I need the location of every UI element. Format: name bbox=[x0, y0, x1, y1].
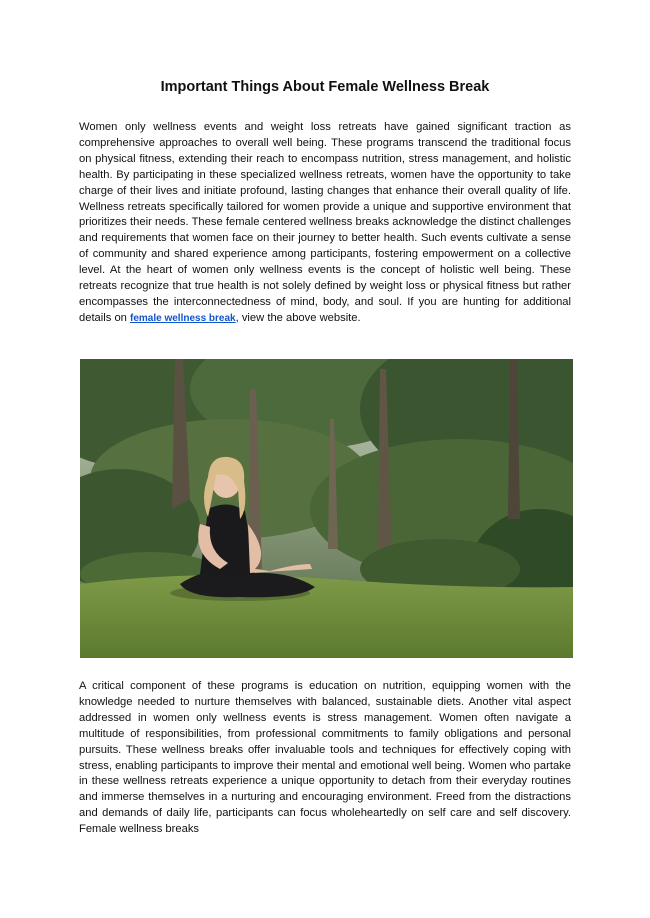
meditation-photo-illustration bbox=[80, 359, 573, 658]
document-title: Important Things About Female Wellness Break bbox=[160, 79, 490, 95]
paragraph-nutrition: A critical component of these programs is education on nutrition, equipping women with the knowledge needed to nurture themselves with balanced, sustainable diets. Another vital aspect addressed in women only wellness events is stress management. Women often navigate a multitude of responsibilities, from professional commitments to family obligations and personal pursuits. These wellness breaks offer invaluable tools and techniques for effectively coping with stress, enabling participants to improve their mental and emotional well being. Women who partake in these wellness retreats experience a unique opportunity to detach from their everyday routines and immerse themselves in a nurturing and encouraging environment. Freed from the distractions and demands of daily life, participants can focus wholeheartedly on self care and self discovery. Female wellness breaks bbox=[79, 680, 571, 836]
paragraph-intro bbox=[79, 120, 571, 327]
female-wellness-break-link[interactable]: female wellness break bbox=[130, 312, 236, 324]
paragraph-intro-tail: , view the above website. bbox=[235, 311, 361, 324]
paragraph-intro-text: Women only wellness events and weight loss retreats have gained significant traction as comprehensive approaches to overall well being. These programs transcend the traditional focus on physical fitness, extending their reach to encompass nutrition, stress management, and holistic health. By participating in these specialized wellness retreats, women have the opportunity to take charge of their lives and initiate profound, lasting changes that enhance their overall quality of life. Wellness retreats specifically tailored for women provide a unique and supportive environment that prioritizes their needs. These female centered wellness breaks acknowledge the distinct challenges and requirements that women face on their journey to better health. Such events cultivate a sense of community and shared experience among participants, fostering empowerment on a collective level. At the heart of women only wellness events is the concept of holistic well being. These retreats recognize that true health is not solely defined by weight loss or physical fitness but rather encompasses the interconnectedness of mind, body, and soul. If you are hunting for additional details on bbox=[79, 121, 571, 324]
meditation-photo bbox=[80, 359, 573, 658]
